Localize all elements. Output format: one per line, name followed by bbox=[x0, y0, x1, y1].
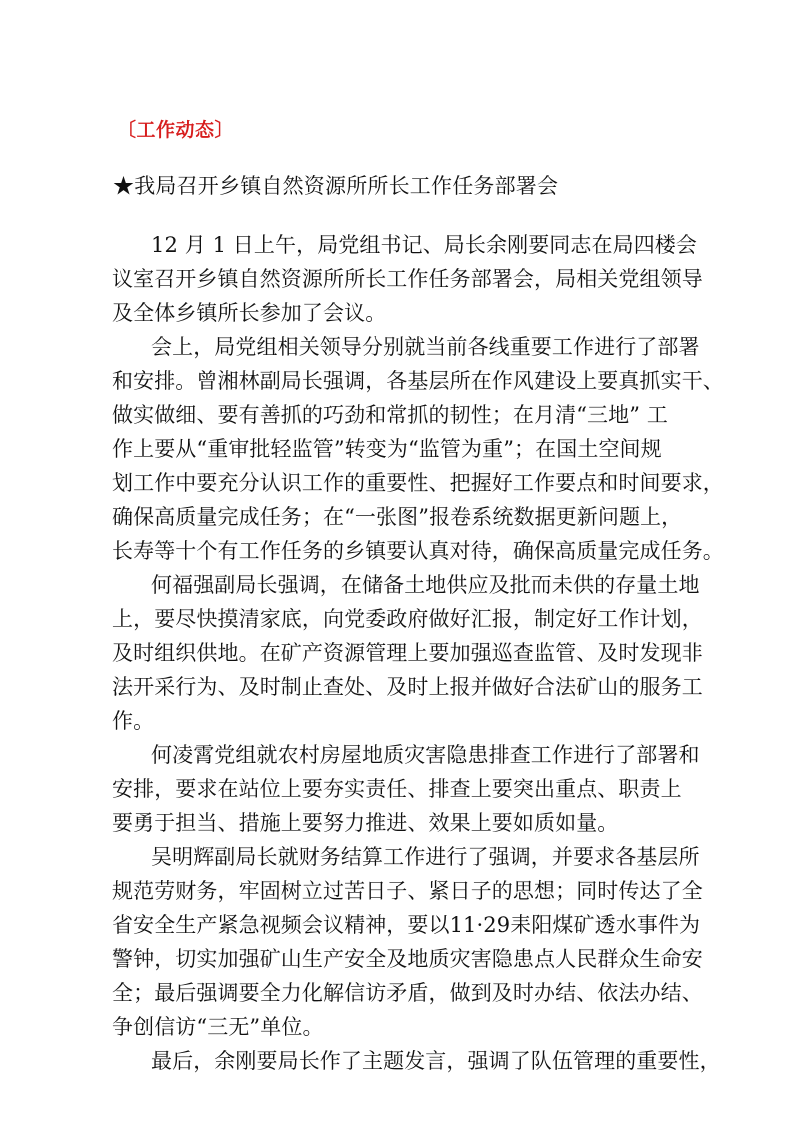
body-line: 会上，局党组相关领导分别就当前各线重要工作进行了部署 bbox=[151, 335, 700, 359]
body-line: 安排，要求在站位上要夯实责任、排查上要突出重点、职责上 bbox=[112, 777, 682, 801]
body-line: 法开采行为、及时制止查处、及时上报并做好合法矿山的服务工 bbox=[112, 675, 703, 699]
body-line: 作。 bbox=[112, 709, 155, 733]
body-line: 吴明辉副局长就财务结算工作进行了强调，并要求各基层所 bbox=[151, 845, 700, 869]
body-line: 12 月 1 日上午，局党组书记、局长余刚要同志在局四楼会 bbox=[151, 233, 698, 257]
body-line: 议室召开乡镇自然资源所所长工作任务部署会，局相关党组领导 bbox=[112, 267, 703, 291]
body-line: 何凌霄党组就农村房屋地质灾害隐患排查工作进行了部署和 bbox=[151, 743, 700, 767]
body-line: 规范劳财务，牢固树立过苦日子、紧日子的思想；同时传达了全 bbox=[112, 879, 703, 903]
body-line: 全；最后强调要全力化解信访矛盾，做到及时办结、依法办结、 bbox=[112, 981, 703, 1005]
section-tag: 〔工作动态〕 bbox=[117, 119, 235, 141]
body-line: 上，要尽快摸清家底，向党委政府做好汇报，制定好工作计划， bbox=[112, 607, 703, 631]
article-body bbox=[112, 228, 724, 1078]
body-line: 长寿等十个有工作任务的乡镇要认真对待，确保高质量完成任务。 bbox=[112, 539, 724, 563]
body-line: 和安排。曾湘林副局长强调，各基层所在作风建设上要真抓实干、 bbox=[112, 369, 724, 393]
body-line: 要勇于担当、措施上要努力推进、效果上要如质如量。 bbox=[112, 811, 619, 835]
body-line: 做实做细、要有善抓的巧劲和常抓的韧性；在月清“三地” 工 bbox=[112, 403, 668, 427]
body-line: 何福强副局长强调，在储备土地供应及批而未供的存量土地 bbox=[151, 573, 700, 597]
body-line: 省安全生产紧急视频会议精神，要以11·29耒阳煤矿透水事件为 bbox=[112, 913, 701, 937]
body-line: 及全体乡镇所长参加了会议。 bbox=[112, 301, 387, 325]
body-line: 争创信访“三无”单位。 bbox=[112, 1015, 324, 1039]
article-headline: ★我局召开乡镇自然资源所所长工作任务部署会 bbox=[113, 174, 559, 198]
body-line: 作上要从“重审批轻监管”转变为“监管为重”；在国土空间规 bbox=[112, 437, 662, 461]
body-line: 最后，余刚要局长作了主题发言，强调了队伍管理的重要性， bbox=[151, 1049, 721, 1073]
body-line: 警钟，切实加强矿山生产安全及地质灾害隐患点人民群众生命安 bbox=[112, 947, 703, 971]
body-line: 确保高质量完成任务；在“一张图”报卷系统数据更新问题上， bbox=[112, 505, 683, 529]
body-line: 及时组织供地。在矿产资源管理上要加强巡查监管、及时发现非 bbox=[112, 641, 703, 665]
body-line: 划工作中要充分认识工作的重要性、把握好工作要点和时间要求， bbox=[112, 471, 724, 495]
